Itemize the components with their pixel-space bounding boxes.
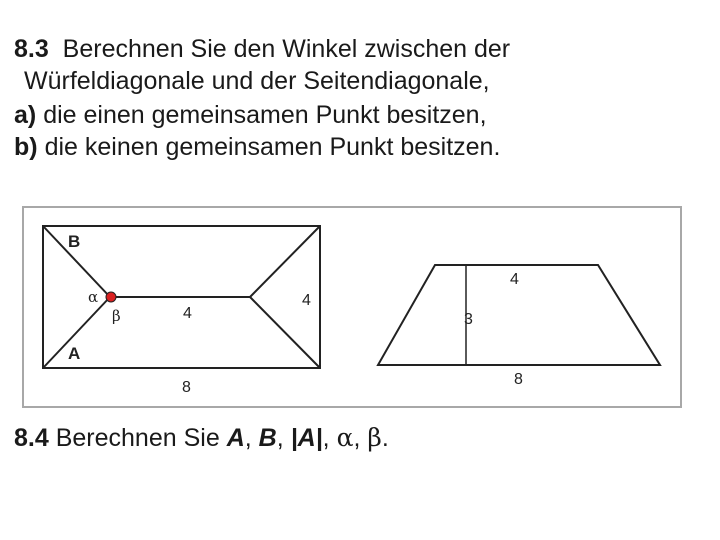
separator: , bbox=[244, 424, 252, 452]
separator: , bbox=[276, 424, 284, 452]
intersection-point bbox=[106, 292, 116, 302]
label-top-side: 4 bbox=[510, 271, 519, 288]
trapezoid-figure bbox=[378, 265, 660, 365]
trapezoid bbox=[378, 265, 660, 365]
label-beta: β bbox=[112, 307, 121, 325]
task-8-4 bbox=[14, 420, 714, 456]
task-text: Berechnen Sie bbox=[55, 424, 220, 452]
var-alpha: α bbox=[336, 423, 354, 452]
label-A: A bbox=[68, 344, 81, 363]
part-text-b: die keinen gemeinsamen Punkt besitzen. bbox=[44, 133, 501, 161]
task-number: 8.3 bbox=[14, 35, 49, 63]
label-rect-width: 8 bbox=[182, 379, 191, 396]
var-B: B bbox=[258, 424, 277, 452]
diagonal-top-right bbox=[250, 226, 320, 297]
label-alpha: α bbox=[88, 288, 99, 306]
rectangle-figure bbox=[43, 226, 320, 368]
label-B: B bbox=[68, 232, 81, 251]
task-number: 8.4 bbox=[14, 424, 49, 452]
label-height: 3 bbox=[464, 311, 473, 328]
part-text-a: die einen gemeinsamen Punkt besitzen, bbox=[43, 101, 487, 129]
period: . bbox=[381, 424, 389, 452]
task-text: Würfeldiagonale und der Seitendiagonale, bbox=[24, 67, 490, 95]
separator: , bbox=[322, 424, 330, 452]
task-text: Berechnen Sie den Winkel zwischen der bbox=[62, 35, 511, 63]
label-rect-height: 4 bbox=[302, 292, 311, 309]
label-ridge-length: 4 bbox=[183, 305, 192, 322]
separator: , bbox=[353, 424, 361, 452]
part-label-b: b) bbox=[14, 133, 38, 161]
var-abs-A: |A| bbox=[290, 424, 323, 452]
part-label-a: a) bbox=[14, 101, 37, 129]
label-bottom-side: 8 bbox=[514, 371, 523, 388]
var-beta: β bbox=[367, 423, 382, 452]
var-A: A bbox=[226, 424, 245, 452]
